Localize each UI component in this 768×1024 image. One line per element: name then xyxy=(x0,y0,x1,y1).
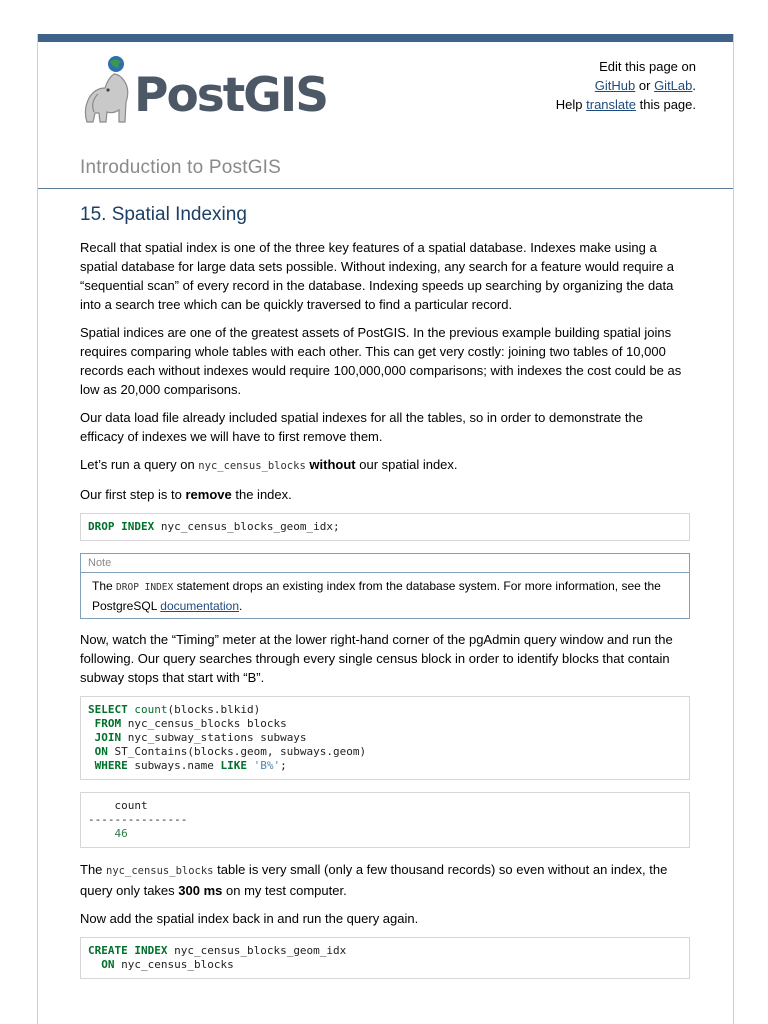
gitlab-link[interactable]: GitLab xyxy=(654,78,693,93)
note-title: Note xyxy=(81,554,689,573)
top-accent-bar xyxy=(38,34,733,42)
create-line1-rest: nyc_census_blocks_geom_idx xyxy=(167,944,347,957)
small-table-prefix: The xyxy=(80,862,103,877)
result-divider: --------------- xyxy=(88,813,188,826)
edit-prefix: Edit this page on xyxy=(599,59,696,74)
page-frame xyxy=(37,34,734,1024)
first-step-prefix: Our first step is to xyxy=(80,487,182,502)
project-title[interactable]: Introduction to PostGIS xyxy=(80,157,282,178)
or-text: or xyxy=(638,78,651,93)
bold-remove: remove xyxy=(185,487,232,502)
paragraph-add-index: Now add the spatial index back in and run the query again. xyxy=(80,911,419,926)
paragraph-small-table xyxy=(80,860,690,900)
paragraph-load-file: Our data load file already included spatial indexes for all the tables, so in order to demonstrate the efficacy of indexes we will have to first remove them. xyxy=(80,410,643,444)
kw-on-2: ON xyxy=(101,958,115,971)
kw-join: JOIN xyxy=(94,731,122,744)
inline-code-table: nyc_census_blocks xyxy=(198,460,306,472)
paragraph-intro: Recall that spatial index is one of the three key features of a spatial database. Indexes make using a spatial database for large data sets possible. Without indexing, any search for a feature would require a “sequential scan” of every record in the database. Indexing speeds up searching by organizing the data into a search tree which can be quickly traversed to find a particular record. xyxy=(80,240,675,312)
run-query-prefix: Let’s run a query on xyxy=(80,457,195,472)
edit-links xyxy=(556,57,696,114)
kw-on: ON xyxy=(94,745,108,758)
small-table-mid: table is very small (only a few thousand records) so even without an index, the query only takes xyxy=(80,862,668,898)
translate-link[interactable]: translate xyxy=(586,97,636,112)
q-line2-rest: nyc_census_blocks blocks xyxy=(121,717,287,730)
small-table-suffix: on my test computer. xyxy=(226,883,347,898)
bold-without: without xyxy=(309,457,356,472)
note-text: statement drops an existing index from the database system. For more information, see the PostgreSQL xyxy=(92,579,661,613)
kw-like: LIKE xyxy=(220,759,247,772)
q-line4-rest: ST_Contains(blocks.geom, subways.geom) xyxy=(107,745,367,758)
note-end: . xyxy=(239,599,243,613)
code-block-select-query[interactable] xyxy=(80,696,690,780)
kw-create-index: CREATE INDEX xyxy=(88,944,168,957)
q-line3-rest: nyc_subway_stations subways xyxy=(121,731,307,744)
code-block-create-index[interactable] xyxy=(80,937,690,979)
str-pattern: 'B%' xyxy=(253,759,281,772)
postgis-logo[interactable] xyxy=(78,54,328,130)
code-block-drop-index[interactable] xyxy=(80,513,690,541)
note-code: DROP INDEX xyxy=(116,582,174,593)
bold-300ms: 300 ms xyxy=(178,883,223,898)
paragraph-timing: Now, watch the “Timing” meter at the lower right-hand corner of the pgAdmin query window and run the following. Our query searches through every single census block in order to identify blocks that contain subway stops that start with “B”. xyxy=(80,632,673,685)
kw-where: WHERE xyxy=(94,759,128,772)
header-divider xyxy=(38,188,733,189)
first-step-suffix: the index. xyxy=(235,487,292,502)
section-title: 15. Spatial Indexing xyxy=(80,204,247,225)
code-block-result[interactable] xyxy=(80,792,690,848)
paragraph-first-step xyxy=(80,485,690,504)
note-body xyxy=(81,573,689,618)
kw-drop-index: DROP INDEX xyxy=(88,520,155,533)
paragraph-run-query xyxy=(80,455,690,476)
result-header: count xyxy=(114,799,148,812)
q-line1-rest: (blocks.blkid) xyxy=(167,703,261,716)
logo-wordmark: PostGIS xyxy=(134,68,328,123)
q-line5-mid: subways.name xyxy=(127,759,221,772)
inline-code-table-2: nyc_census_blocks xyxy=(106,865,214,877)
documentation-link[interactable]: documentation xyxy=(160,599,239,613)
github-link[interactable]: GitHub xyxy=(594,78,636,93)
kw-select: SELECT xyxy=(88,703,128,716)
code-drop-rest: nyc_census_blocks_geom_idx; xyxy=(154,520,340,533)
help-prefix: Help xyxy=(555,97,583,112)
note-prefix: The xyxy=(92,579,113,593)
elephant-globe-icon xyxy=(78,54,138,130)
period-text: . xyxy=(692,78,696,93)
note-box xyxy=(80,553,690,619)
main-content xyxy=(80,204,690,991)
q-semicolon: ; xyxy=(280,759,287,772)
run-query-suffix: our spatial index. xyxy=(359,457,458,472)
kw-from: FROM xyxy=(94,717,122,730)
paragraph-assets: Spatial indices are one of the greatest assets of PostGIS. In the previous example building spatial joins requires comparing whole tables with each other. This can get very costly: joining two tables of 10,000 records each without indexes would require 100,000,000 comparisons; with indexes the cost could be as low as 20,000 comparisons. xyxy=(80,325,682,397)
create-line2-rest: nyc_census_blocks xyxy=(114,958,234,971)
result-value: 46 xyxy=(114,827,128,840)
help-suffix: this page. xyxy=(639,97,696,112)
fn-count: count xyxy=(134,703,168,716)
